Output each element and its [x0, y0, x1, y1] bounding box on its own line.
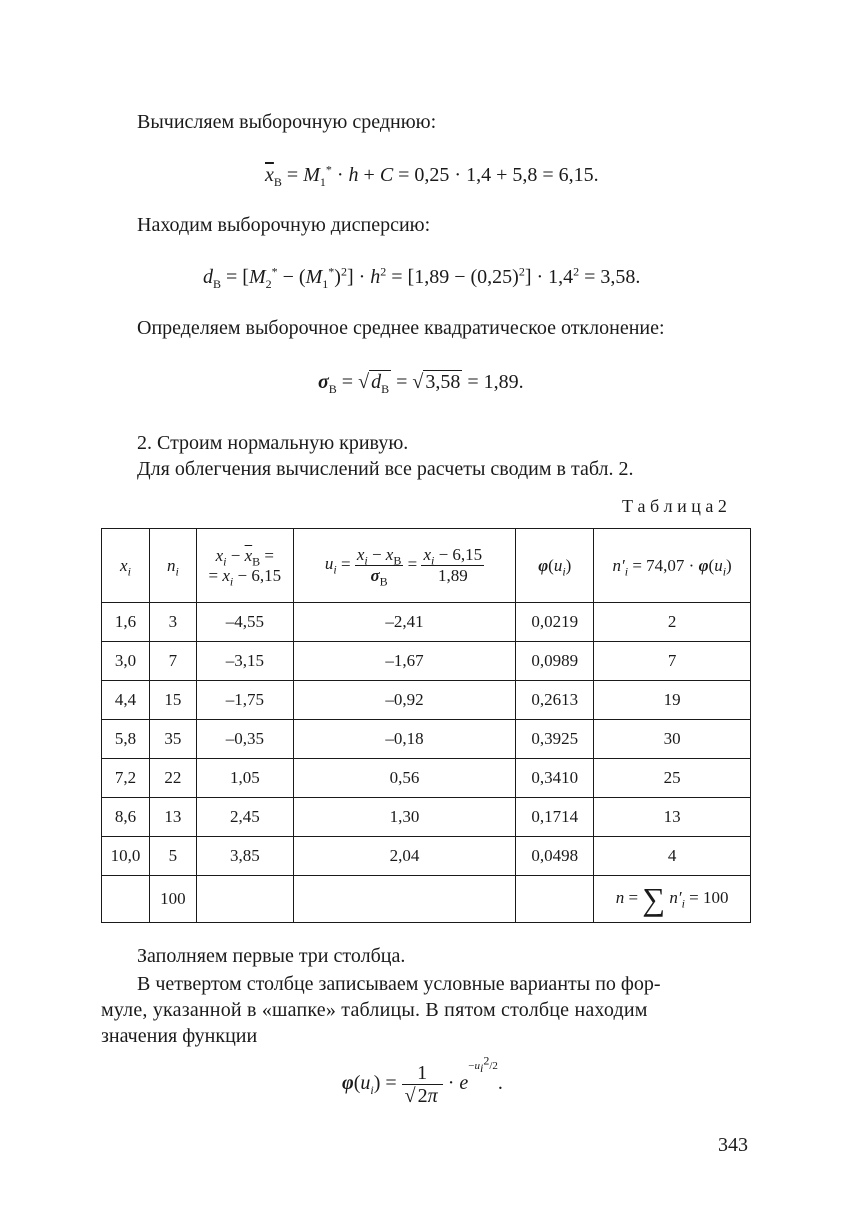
cell-phi: 0,0498: [516, 837, 594, 876]
cell-empty: [516, 876, 594, 923]
cell-xi: 1,6: [102, 603, 150, 642]
cell-xi: 10,0: [102, 837, 150, 876]
cell-xi: 4,4: [102, 681, 150, 720]
paragraph-explanation-line-2: муле, указанной в «шапке» таблицы. В пятом столбце находим: [101, 999, 648, 1021]
cell-total-n: 100: [149, 876, 196, 923]
cell-theoretical-freq: 13: [594, 798, 751, 837]
cell-theoretical-freq: 4: [594, 837, 751, 876]
cell-ui: 1,30: [293, 798, 516, 837]
cell-deviation: 2,45: [196, 798, 293, 837]
cell-theoretical-freq: 30: [594, 720, 751, 759]
table-row: [102, 837, 751, 876]
cell-deviation: 1,05: [196, 759, 293, 798]
header-ui: $u_i$ = $\frac{x_i - x_В}{\sigma_В}$ = $\frac{x_i - 6,15}{1,89}$: [293, 529, 516, 603]
cell-ui: –2,41: [293, 603, 516, 642]
cell-ni: 35: [149, 720, 196, 759]
table-row: [102, 720, 751, 759]
cell-ni: 13: [149, 798, 196, 837]
table-row: [102, 681, 751, 720]
paragraph-explanation-line-3: значения функции: [101, 1025, 258, 1047]
cell-deviation: –0,35: [196, 720, 293, 759]
cell-phi: 0,3410: [516, 759, 594, 798]
cell-deviation: –3,15: [196, 642, 293, 681]
cell-ui: –1,67: [293, 642, 516, 681]
cell-xi: 7,2: [102, 759, 150, 798]
calculation-table: [101, 528, 751, 923]
cell-theoretical-freq: 25: [594, 759, 751, 798]
table-total-row: [102, 876, 751, 923]
cell-deviation: –1,75: [196, 681, 293, 720]
header-ni: $n_i$: [149, 529, 196, 603]
cell-theoretical-freq: 7: [594, 642, 751, 681]
cell-phi: 0,1714: [516, 798, 594, 837]
header-theoretical-freq: $n'_i = 74,07 \cdot \varphi(u_i)$: [594, 529, 751, 603]
cell-empty: [293, 876, 516, 923]
formula-sample-stddev: $\sigma_В$ = √ $d_В$ = √ 3,58 = 1,89.: [318, 371, 524, 396]
cell-phi: 0,0989: [516, 642, 594, 681]
formula-sample-variance: $d_В = [M_2^* - (M_1^*)^2] \cdot h^2 = [1,89 - (0,25)^2] \cdot 1,4^2 = 3,58$.: [203, 264, 641, 291]
table-row: [102, 759, 751, 798]
paragraph-explanation-line-1: В четвертом столбце записываем условные варианты по фор-: [137, 973, 661, 995]
cell-phi: 0,2613: [516, 681, 594, 720]
formula-normal-density: $\varphi(u_i)$ = $\frac{1}{√ 2\pi}$ · $e^{-u_i^2/2}$.: [342, 1053, 503, 1107]
header-deviation: $x_i - \overline{x}_В$ = = $x_i - 6,15$: [196, 529, 293, 603]
cell-phi: 0,0219: [516, 603, 594, 642]
cell-empty: [102, 876, 150, 923]
page-number: 343: [718, 1134, 748, 1156]
cell-ni: 22: [149, 759, 196, 798]
table-caption: Т а б л и ц а 2: [622, 496, 727, 516]
header-phi: $\varphi(u_i)$: [516, 529, 594, 603]
cell-ni: 15: [149, 681, 196, 720]
cell-ni: 3: [149, 603, 196, 642]
cell-deviation: –4,55: [196, 603, 293, 642]
table-row: [102, 798, 751, 837]
cell-total-formula: n = ∑ $n'_i = 100$: [594, 876, 751, 923]
cell-ui: –0,18: [293, 720, 516, 759]
header-xi: $x_i$: [102, 529, 150, 603]
paragraph-stddev-intro: Определяем выборочное среднее квадратическое отклонение:: [137, 317, 665, 339]
cell-phi: 0,3925: [516, 720, 594, 759]
cell-ui: 2,04: [293, 837, 516, 876]
paragraph-variance-intro: Находим выборочную дисперсию:: [137, 214, 431, 236]
cell-theoretical-freq: 2: [594, 603, 751, 642]
cell-ni: 5: [149, 837, 196, 876]
table-row: [102, 603, 751, 642]
table-header-row: [102, 529, 751, 603]
paragraph-step-2: 2. Строим нормальную кривую.: [137, 432, 409, 454]
formula-sample-mean: $\overline{x}_В = M_1^* \cdot h + C = 0,25 \cdot 1,4 + 5,8 = 6,15$.: [265, 162, 599, 189]
paragraph-table-intro: Для облегчения вычислений все расчеты сводим в табл. 2.: [137, 458, 634, 480]
cell-xi: 5,8: [102, 720, 150, 759]
table-row: [102, 642, 751, 681]
paragraph-mean-intro: Вычисляем выборочную среднюю:: [137, 111, 437, 133]
cell-xi: 8,6: [102, 798, 150, 837]
paragraph-fill-columns: Заполняем первые три столбца.: [137, 945, 406, 967]
cell-ui: –0,92: [293, 681, 516, 720]
cell-xi: 3,0: [102, 642, 150, 681]
cell-ni: 7: [149, 642, 196, 681]
cell-theoretical-freq: 19: [594, 681, 751, 720]
cell-ui: 0,56: [293, 759, 516, 798]
cell-empty: [196, 876, 293, 923]
cell-deviation: 3,85: [196, 837, 293, 876]
